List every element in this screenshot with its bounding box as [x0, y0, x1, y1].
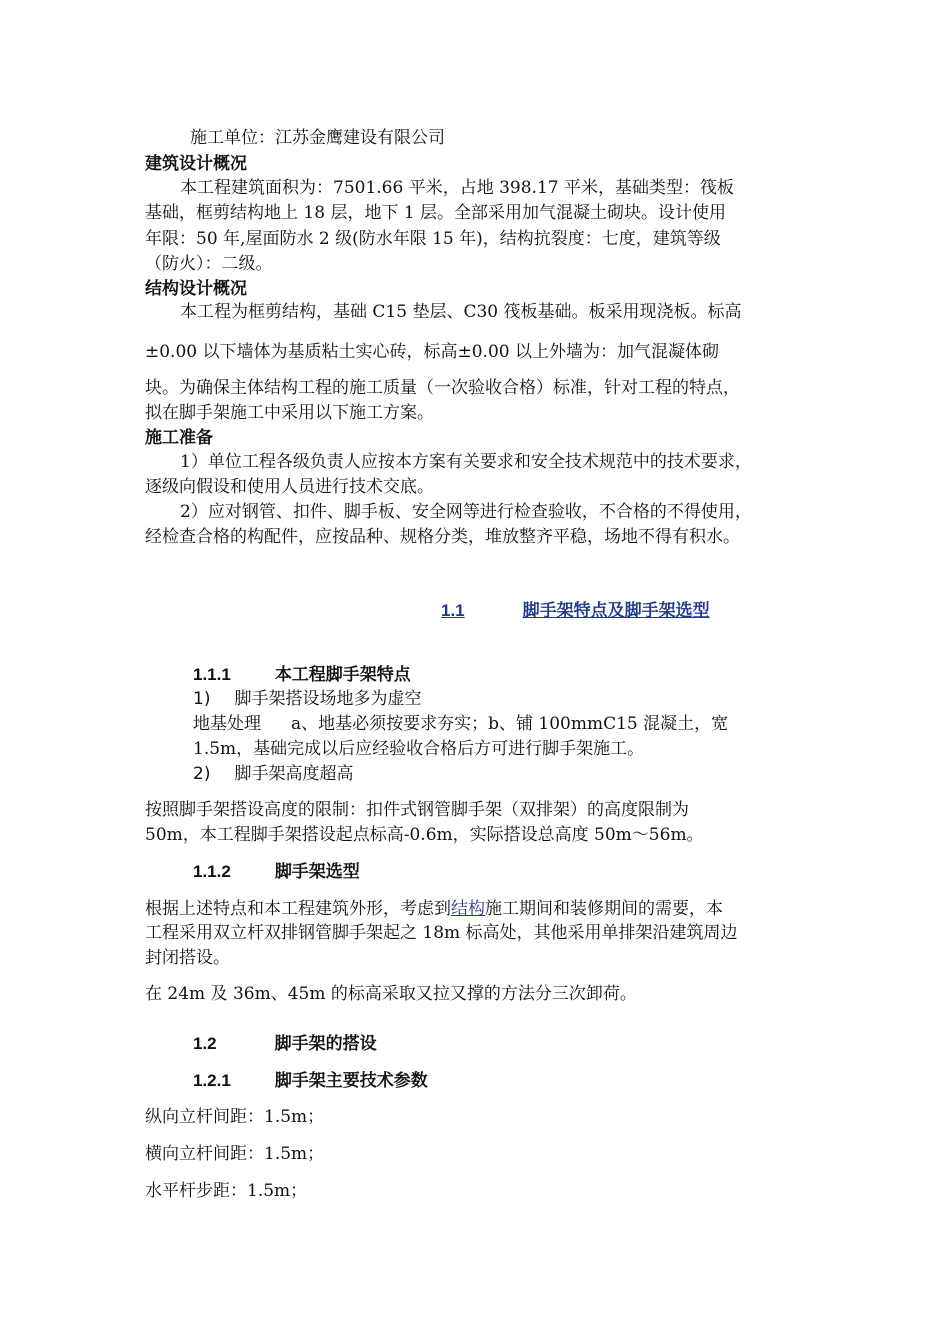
selection-line-1-pre: 根据上述特点和本工程建筑外形，考虑到	[145, 899, 451, 919]
heading-1-1-2	[193, 861, 360, 883]
feature-item-1-text: 脚手架搭设场地多为虚空	[234, 689, 422, 709]
architecture-line-4: （防火）：二级。	[145, 254, 273, 274]
heading-1-1-1-number: 1.1.1	[193, 665, 231, 684]
structure-line-1: 本工程为框剪结构，基础 C15 垫层、C30 筏板基础。板采用现浇板。标高	[180, 302, 742, 322]
height-limit-line-2: 50m，本工程脚手架搭设起点标高-0.6m，实际搭设总高度 50m～56m。	[145, 825, 704, 845]
structure-line-4: 拟在脚手架施工中采用以下施工方案。	[145, 403, 434, 423]
heading-1-1-1-title: 本工程脚手架特点	[274, 665, 411, 684]
architecture-line-1: 本工程建筑面积为：7501.66 平米，占地 398.17 平米，基础类型：筏板	[180, 178, 734, 198]
section-heading-structure: 结构设计概况	[145, 279, 247, 299]
structure-line-2: ±0.00 以下墙体为基质粘土实心砖，标高±0.00 以上外墙为：加气混凝体砌	[145, 342, 719, 362]
heading-1-2	[193, 1033, 377, 1055]
heading-1-1-number: 1.1	[441, 601, 465, 620]
section-heading-preparation: 施工准备	[145, 428, 213, 448]
preparation-line-3: 2）应对钢管、扣件、脚手板、安全网等进行检查验收，不合格的不得使用，	[180, 502, 752, 522]
param-longitudinal-spacing: 纵向立杆间距：1.5m；	[145, 1107, 325, 1127]
foundation-detail: a、地基必须按要求夯实；b、铺 100mmC15 混凝土，宽	[291, 714, 729, 734]
section-heading-architecture: 建筑设计概况	[145, 154, 247, 174]
heading-1-1	[441, 600, 710, 622]
foundation-label: 地基处理	[193, 714, 261, 734]
architecture-line-2: 基础，框剪结构地上 18 层，地下 1 层。全部采用加气混凝土砌块。设计使用	[145, 203, 727, 223]
heading-1-2-1-number: 1.2.1	[193, 1071, 231, 1090]
param-step-distance: 水平杆步距：1.5m；	[145, 1181, 308, 1201]
selection-line-2: 工程采用双立杆双排钢管脚手架起之 18m 标高处，其他采用单排架沿建筑周边	[145, 923, 738, 943]
foundation-line-2: 1.5m，基础完成以后应经验收合格后方可进行脚手架施工。	[193, 739, 645, 759]
feature-item-2-text: 脚手架高度超高	[234, 764, 354, 784]
feature-item-2	[193, 763, 353, 785]
structure-link[interactable]: 结构	[451, 899, 485, 919]
feature-item-2-number: 2)	[193, 764, 211, 784]
architecture-line-3: 年限：50 年,屋面防水 2 级(防水年限 15 年)，结构抗裂度：七度，建筑等级	[145, 229, 721, 249]
heading-1-2-1-title: 脚手架主要技术参数	[274, 1071, 428, 1090]
preparation-line-2: 逐级向假设和使用人员进行技术交底。	[145, 477, 434, 497]
construction-unit-line: 施工单位：江苏金鹰建设有限公司	[190, 128, 445, 148]
heading-1-2-title: 脚手架的搭设	[274, 1034, 377, 1053]
heading-1-1-title: 脚手架特点及脚手架选型	[522, 601, 710, 620]
selection-line-1-post: 施工期间和装修期间的需要，本	[485, 899, 723, 919]
foundation-line	[193, 713, 728, 735]
param-transverse-spacing: 横向立杆间距：1.5m；	[145, 1144, 325, 1164]
preparation-line-4: 经检查合格的构配件，应按品种、规格分类，堆放整齐平稳，场地不得有积水。	[145, 527, 740, 547]
heading-1-1-2-title: 脚手架选型	[274, 862, 360, 881]
heading-1-1-1	[193, 664, 411, 686]
unloading-line: 在 24m 及 36m、45m 的标高采取又拉又撑的方法分三次卸荷。	[145, 984, 637, 1004]
feature-item-1	[193, 688, 421, 710]
heading-1-1-2-number: 1.1.2	[193, 862, 231, 881]
structure-line-3: 块。为确保主体结构工程的施工质量（一次验收合格）标准，针对工程的特点，	[145, 378, 740, 398]
feature-item-1-number: 1)	[193, 689, 211, 709]
height-limit-line-1: 按照脚手架搭设高度的限制：扣件式钢管脚手架（双排架）的高度限制为	[145, 800, 689, 820]
selection-line-3: 封闭搭设。	[145, 948, 230, 968]
heading-1-2-number: 1.2	[193, 1034, 217, 1053]
selection-line-1	[145, 898, 723, 920]
heading-1-2-1	[193, 1070, 428, 1092]
preparation-line-1: 1）单位工程各级负责人应按本方案有关要求和安全技术规范中的技术要求，	[180, 452, 752, 472]
